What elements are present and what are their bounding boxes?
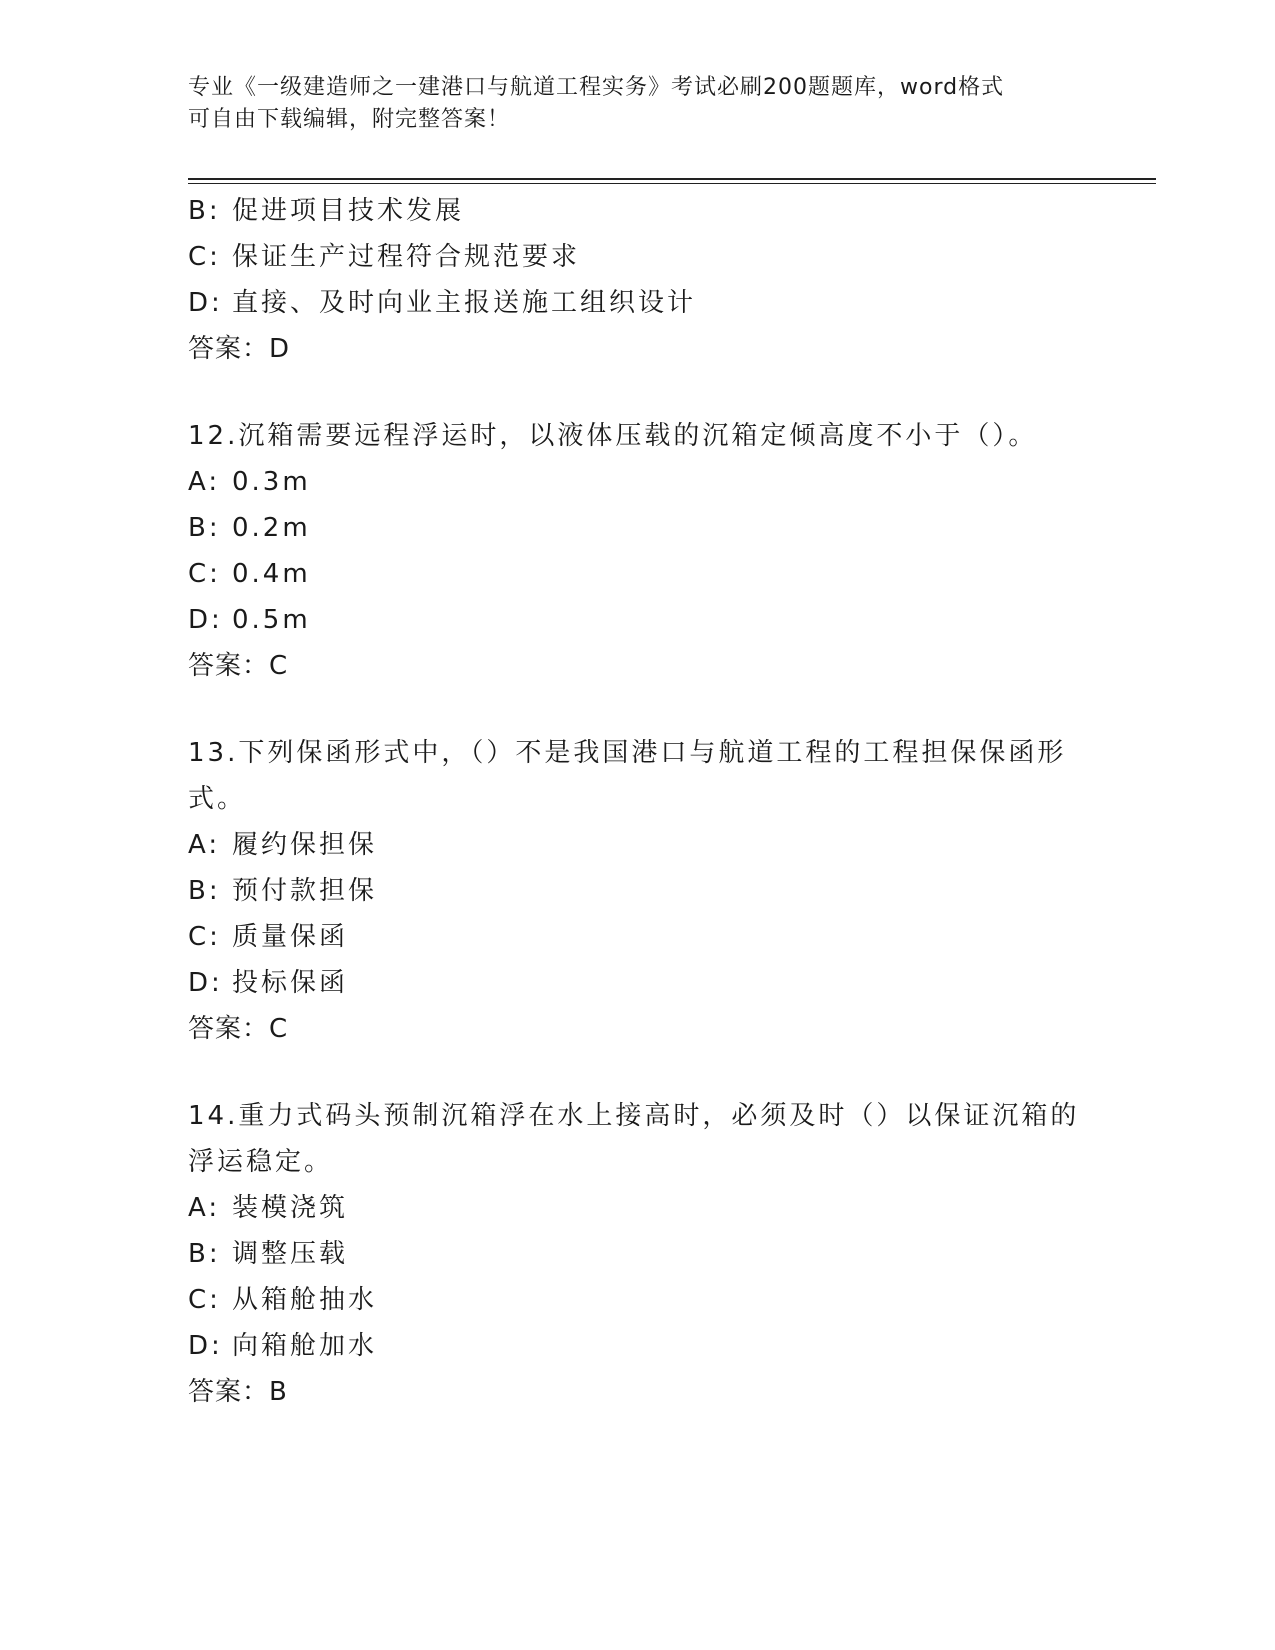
option-text: 向箱舱加水 [232, 1331, 378, 1361]
spacer [188, 1052, 1088, 1093]
option-b [188, 505, 1088, 551]
option-key: D: [188, 605, 223, 635]
option-c [188, 1277, 1088, 1323]
option-key: C: [188, 242, 221, 272]
option-a [188, 822, 1088, 868]
answer-line: 答案：D [188, 334, 291, 364]
option-text: 预付款担保 [232, 876, 378, 906]
question-stem-line-1: 14.重力式码头预制沉箱浮在水上接高时，必须及时（）以保证沉箱的 [188, 1101, 1080, 1131]
option-b [188, 868, 1088, 914]
option-key: B: [188, 876, 221, 906]
option-text: 直接、及时向业主报送施工组织设计 [232, 288, 697, 318]
header-divider-thin [188, 183, 1156, 184]
option-text: 履约保担保 [232, 830, 378, 860]
option-text: 从箱舱抽水 [232, 1285, 378, 1315]
question-stem-line-1: 13.下列保函形式中，（）不是我国港口与航道工程的工程担保保函形 [188, 738, 1067, 768]
option-key: A: [188, 830, 221, 860]
option-d [188, 280, 1088, 326]
header-divider-thick [188, 178, 1156, 180]
answer-line: 答案：C [188, 651, 289, 681]
option-key: C: [188, 922, 221, 952]
option-b [188, 188, 1088, 234]
option-text: 0.3m [232, 467, 311, 497]
option-key: D: [188, 968, 223, 998]
spacer [188, 689, 1088, 730]
option-d [188, 960, 1088, 1006]
spacer [188, 372, 1088, 413]
option-a [188, 459, 1088, 505]
option-a [188, 1185, 1088, 1231]
option-d [188, 597, 1088, 643]
question-stem-line-2: 式。 [188, 784, 247, 814]
option-d [188, 1323, 1088, 1369]
option-key: D: [188, 288, 223, 318]
option-key: B: [188, 196, 221, 226]
header-title-line-1: 专业《一级建造师之一建港口与航道工程实务》考试必刷200题题库，word格式 [188, 75, 1005, 100]
option-text: 调整压载 [232, 1239, 349, 1269]
question-list [188, 188, 1088, 1415]
question-12 [188, 413, 1088, 689]
page-header [188, 72, 1088, 136]
question-14 [188, 1093, 1088, 1415]
question-11-tail [188, 188, 1088, 372]
option-text: 0.2m [232, 513, 311, 543]
header-title-line-2: 可自由下载编辑，附完整答案！ [188, 107, 511, 132]
option-text: 保证生产过程符合规范要求 [232, 242, 581, 272]
option-text: 0.5m [232, 605, 311, 635]
option-text: 质量保函 [232, 922, 349, 952]
option-key: B: [188, 513, 221, 543]
option-text: 装模浇筑 [232, 1193, 349, 1223]
question-13 [188, 730, 1088, 1052]
option-text: 投标保函 [232, 968, 349, 998]
option-text: 0.4m [232, 559, 311, 589]
answer-line: 答案：C [188, 1014, 289, 1044]
option-text: 促进项目技术发展 [232, 196, 465, 226]
option-key: D: [188, 1331, 223, 1361]
option-c [188, 551, 1088, 597]
option-b [188, 1231, 1088, 1277]
option-c [188, 914, 1088, 960]
question-stem: 12.沉箱需要远程浮运时，以液体压载的沉箱定倾高度不小于（）。 [188, 421, 1038, 451]
option-key: B: [188, 1239, 221, 1269]
option-key: C: [188, 1285, 221, 1315]
question-stem-line-2: 浮运稳定。 [188, 1147, 334, 1177]
option-key: C: [188, 559, 221, 589]
answer-line: 答案：B [188, 1377, 288, 1407]
option-key: A: [188, 1193, 221, 1223]
option-c [188, 234, 1088, 280]
option-key: A: [188, 467, 221, 497]
